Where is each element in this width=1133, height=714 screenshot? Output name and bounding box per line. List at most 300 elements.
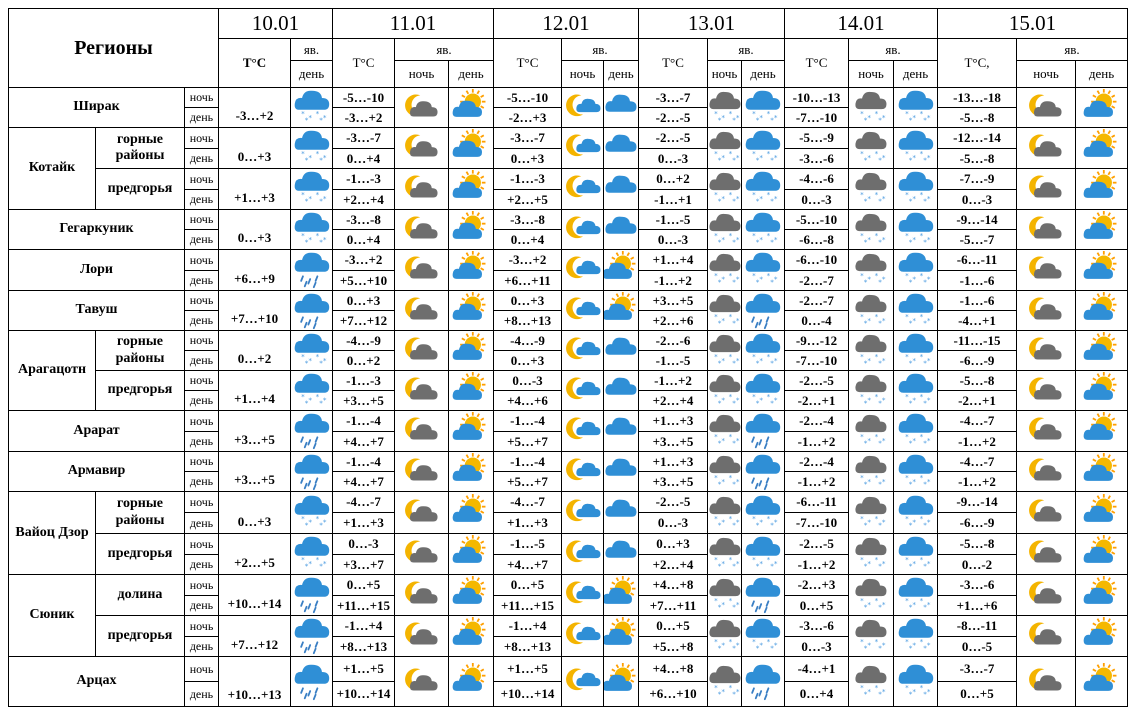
- day-temp-text: 0…-3: [657, 515, 689, 530]
- day-temp: [638, 107, 708, 128]
- snow-cloud-icon: [292, 494, 332, 532]
- weather-icon-cell: [741, 451, 785, 492]
- svg-text:*: *: [720, 355, 725, 365]
- night-temp: [493, 330, 562, 351]
- day-temp: [493, 148, 562, 169]
- moon-cloud-icon: [1026, 292, 1066, 330]
- svg-text:*: *: [728, 351, 732, 361]
- day-temp-text: +5…+7: [507, 433, 548, 449]
- svg-text:*: *: [863, 561, 868, 571]
- weather-icon-cell: [561, 533, 604, 575]
- weather-icon-cell: [1075, 87, 1128, 128]
- svg-text:*: *: [318, 236, 323, 246]
- snow-cloud-icon: [896, 576, 936, 614]
- night-label: ночь: [189, 494, 214, 509]
- svg-text:*: *: [322, 355, 326, 365]
- svg-text:*: *: [904, 190, 909, 200]
- svg-text:*: *: [911, 517, 916, 527]
- temp-label: T°C: [242, 55, 267, 70]
- svg-text:*: *: [735, 599, 739, 609]
- day-temp-text: +6…+11: [504, 272, 551, 288]
- weather-icon-cell: [1075, 615, 1128, 657]
- day-temp-text: -1…+2: [958, 433, 996, 449]
- region-name: [8, 249, 185, 291]
- weather-icon-cell: [561, 370, 604, 411]
- weather-icon-cell: [741, 574, 785, 616]
- moon-cloud-icon: [1026, 576, 1066, 614]
- day-temp: [937, 554, 1017, 575]
- rain-cloud-icon: [292, 663, 332, 701]
- subregion-name: [95, 491, 185, 534]
- svg-text:*: *: [908, 602, 912, 612]
- svg-text:*: *: [717, 357, 721, 367]
- day-temp: [784, 270, 849, 291]
- temp-header: [937, 38, 1017, 88]
- weather-icon-cell: [394, 249, 449, 291]
- region-name: [8, 330, 96, 411]
- weather-icon-cell: [1016, 127, 1076, 169]
- svg-text:*: *: [304, 155, 308, 165]
- svg-text:*: *: [759, 640, 763, 650]
- night-temp-text: -7…-9: [959, 171, 995, 186]
- day-temp-text: 0…+2: [346, 352, 381, 368]
- night-temp: [784, 574, 849, 596]
- snow-cloud-icon: [292, 170, 332, 208]
- snow-cloud-icon: [743, 332, 783, 370]
- weather-icon-cell: [707, 656, 742, 707]
- region-label: Сюник: [29, 607, 75, 623]
- weather-icon-cell: [707, 491, 742, 534]
- day-temp: [937, 229, 1017, 250]
- moon-cloud-icon: [1026, 535, 1066, 573]
- day-temp-text: -1…+1: [654, 191, 692, 207]
- temp-value-text: +10…+14: [227, 596, 282, 611]
- subregion-label: предгорья: [107, 180, 173, 196]
- svg-text:*: *: [881, 558, 886, 568]
- date-label: 11.01: [389, 11, 437, 35]
- weather-icon-cell: [848, 615, 894, 657]
- night-row-label: [184, 87, 219, 108]
- svg-text:*: *: [922, 602, 927, 612]
- svg-text:*: *: [867, 274, 871, 284]
- svg-text:*: *: [728, 682, 732, 692]
- svg-text:*: *: [926, 193, 930, 203]
- sun-cloud-icon: [1082, 170, 1122, 208]
- weather-icon-cell: [707, 209, 742, 250]
- weather-icon-cell: [290, 87, 333, 128]
- svg-text:*: *: [755, 643, 760, 653]
- svg-text:*: *: [926, 686, 930, 696]
- night-temp: [784, 168, 849, 190]
- sun-cloud-icon: [603, 292, 639, 330]
- day-temp: [638, 512, 708, 534]
- grey-snow-icon: [851, 292, 891, 330]
- day-temp: [493, 681, 562, 707]
- sun-cloud-icon: [1082, 372, 1122, 410]
- weather-icon-cell: [741, 209, 785, 250]
- day-temp: [332, 350, 395, 371]
- temp-value-text: +7…+12: [230, 637, 279, 652]
- moon-blue-cloud-icon: [563, 251, 603, 289]
- svg-text:*: *: [919, 311, 923, 321]
- night-temp: [784, 491, 849, 513]
- svg-text:*: *: [860, 149, 864, 159]
- day-temp-text: 0…+5: [799, 597, 834, 613]
- subregion-label: горные районы: [115, 131, 165, 163]
- phenomena-header: [707, 38, 785, 61]
- night-temp-text: -1…-3: [346, 171, 381, 186]
- night-temp-text: -1…-3: [346, 372, 381, 388]
- weather-icon-cell: [561, 451, 604, 492]
- night-row-label: [184, 491, 219, 513]
- day-temp-text: -1…-5: [655, 352, 691, 368]
- day-temp: [332, 107, 395, 128]
- night-temp-text: +1…+5: [507, 661, 548, 676]
- night-temp: [937, 168, 1017, 190]
- day-temp-text: -4…+1: [958, 312, 996, 328]
- snow-cloud-icon: [896, 453, 936, 491]
- day-label: день: [750, 66, 776, 81]
- svg-text:*: *: [307, 355, 312, 365]
- svg-text:*: *: [867, 640, 871, 650]
- day-temp: [784, 595, 849, 616]
- day-temp-text: -2…-5: [655, 109, 691, 125]
- night-temp: [784, 87, 849, 108]
- weather-icon-cell: [448, 410, 494, 452]
- moon-cloud-icon: [1026, 494, 1066, 532]
- blue-cloud-icon: [603, 89, 639, 127]
- svg-text:*: *: [867, 193, 871, 203]
- svg-text:*: *: [318, 561, 323, 571]
- svg-text:*: *: [318, 155, 323, 165]
- weather-icon-cell: [1016, 370, 1076, 411]
- night-temp: [332, 574, 395, 596]
- svg-text:*: *: [728, 271, 732, 281]
- svg-text:*: *: [717, 688, 721, 698]
- weather-icon-cell: [394, 209, 449, 250]
- snow-cloud-icon: [896, 412, 936, 450]
- weather-icon-cell: [741, 168, 785, 210]
- svg-text:*: *: [720, 517, 725, 527]
- svg-text:*: *: [908, 438, 912, 448]
- svg-text:*: *: [717, 561, 721, 571]
- svg-text:*: *: [735, 112, 739, 122]
- day-temp-text: 0…+3: [510, 150, 545, 166]
- weather-icon-cell: [741, 249, 785, 291]
- weather-icon-cell: [448, 127, 494, 169]
- weather-icon-cell: [1075, 330, 1128, 371]
- svg-text:*: *: [304, 561, 308, 571]
- svg-text:*: *: [881, 355, 886, 365]
- svg-text:*: *: [752, 513, 756, 523]
- svg-text:*: *: [720, 315, 725, 325]
- night-temp: [332, 330, 395, 351]
- night-temp-text: -4…-7: [510, 494, 545, 509]
- day-label: день: [189, 273, 214, 287]
- day-temp: [784, 148, 849, 169]
- svg-text:*: *: [755, 114, 760, 124]
- night-temp: [332, 249, 395, 271]
- svg-text:*: *: [860, 108, 864, 118]
- weather-icon-cell: [848, 87, 894, 128]
- temp-value: [218, 87, 291, 128]
- svg-text:*: *: [922, 357, 927, 367]
- night-temp: [332, 127, 395, 149]
- night-temp-text: -8…-11: [956, 618, 998, 633]
- day-temp-text: -3…+2: [344, 109, 383, 125]
- phenomena-header: [394, 38, 494, 61]
- svg-text:*: *: [770, 357, 774, 367]
- weather-icon-cell: [1075, 249, 1128, 291]
- phenomena-label: яв.: [738, 41, 754, 57]
- svg-text:*: *: [904, 271, 909, 281]
- moon-cloud-icon: [402, 211, 442, 249]
- weather-icon-cell: [848, 249, 894, 291]
- svg-text:*: *: [919, 351, 923, 361]
- day-temp: [937, 595, 1017, 616]
- moon-cloud-icon: [402, 251, 442, 289]
- rain-cloud-icon: [292, 412, 332, 450]
- svg-text:*: *: [881, 476, 886, 486]
- svg-text:*: *: [878, 155, 882, 165]
- svg-text:*: *: [717, 317, 721, 327]
- day-row-label: [184, 431, 219, 452]
- snow-cloud-icon: [896, 251, 936, 289]
- day-temp-text: -1…+2: [797, 433, 836, 449]
- sun-cloud-icon: [1082, 663, 1122, 701]
- svg-text:*: *: [773, 274, 778, 284]
- day-temp-text: 0…+4: [510, 231, 545, 247]
- day-temp: [493, 270, 562, 291]
- weather-icon-cell: [741, 87, 785, 128]
- night-temp-text: -2…-5: [799, 536, 834, 551]
- day-row-label: [184, 636, 219, 657]
- svg-text:*: *: [315, 351, 319, 361]
- moon-cloud-icon: [1026, 332, 1066, 370]
- weather-icon-cell: [394, 410, 449, 452]
- svg-text:*: *: [860, 190, 864, 200]
- svg-text:*: *: [717, 277, 721, 287]
- svg-text:*: *: [867, 558, 871, 568]
- svg-text:*: *: [874, 596, 879, 606]
- svg-text:*: *: [904, 472, 909, 482]
- night-temp-text: -1…-4: [510, 413, 545, 428]
- svg-text:*: *: [863, 397, 868, 407]
- day-temp: [784, 350, 849, 371]
- svg-text:*: *: [874, 230, 879, 240]
- weather-icon-cell: [848, 533, 894, 575]
- sun-cloud-icon: [1082, 453, 1122, 491]
- svg-text:*: *: [770, 196, 774, 206]
- moon-cloud-icon: [402, 292, 442, 330]
- night-label: ночь: [189, 293, 214, 307]
- svg-text:*: *: [300, 555, 305, 565]
- weather-icon-cell: [707, 127, 742, 169]
- sun-cloud-icon: [451, 576, 491, 614]
- weather-icon-cell: [848, 656, 894, 707]
- svg-text:*: *: [759, 234, 763, 244]
- day-temp: [784, 229, 849, 250]
- svg-text:*: *: [717, 196, 721, 206]
- weather-icon-cell: [603, 615, 639, 657]
- date-label: 14.01: [837, 11, 885, 35]
- day-label: день: [189, 192, 214, 206]
- subregion-name: [95, 615, 185, 657]
- svg-text:*: *: [911, 112, 916, 122]
- weather-icon-cell: [1075, 491, 1128, 534]
- svg-text:*: *: [304, 196, 308, 206]
- svg-text:*: *: [860, 271, 864, 281]
- svg-text:*: *: [755, 357, 760, 367]
- weather-icon-cell: [290, 127, 333, 169]
- day-temp-text: +11…+15: [500, 597, 555, 613]
- svg-text:*: *: [720, 234, 725, 244]
- weather-icon-cell: [448, 249, 494, 291]
- svg-text:*: *: [926, 640, 930, 650]
- night-temp-text: -3…-7: [655, 89, 691, 105]
- day-temp-text: 0…-3: [801, 638, 832, 654]
- snow-cloud-icon: [896, 617, 936, 655]
- svg-text:*: *: [874, 682, 879, 692]
- region-name: [8, 290, 185, 331]
- night-row-label: [184, 330, 219, 351]
- svg-text:*: *: [770, 519, 774, 529]
- weather-icon-cell: [1016, 249, 1076, 291]
- svg-text:*: *: [919, 513, 923, 523]
- day-temp: [332, 310, 395, 331]
- day-temp: [784, 554, 849, 575]
- svg-text:*: *: [755, 561, 760, 571]
- svg-text:*: *: [904, 351, 909, 361]
- svg-text:*: *: [860, 472, 864, 482]
- day-temp: [332, 636, 395, 657]
- night-header: [707, 60, 742, 88]
- svg-text:*: *: [863, 196, 868, 206]
- svg-text:*: *: [860, 311, 864, 321]
- day-temp-text: +2…+6: [652, 312, 694, 328]
- night-temp: [784, 290, 849, 311]
- svg-text:*: *: [315, 555, 319, 565]
- day-temp: [493, 229, 562, 250]
- svg-text:*: *: [863, 317, 868, 327]
- moon-cloud-icon: [1026, 412, 1066, 450]
- svg-text:*: *: [731, 643, 736, 653]
- region-label: Ширак: [73, 99, 120, 115]
- svg-text:*: *: [304, 114, 308, 124]
- weather-icon-cell: [448, 370, 494, 411]
- weather-icon-cell: [1016, 656, 1076, 707]
- svg-text:*: *: [919, 190, 923, 200]
- svg-text:*: *: [735, 274, 739, 284]
- svg-text:*: *: [322, 395, 326, 405]
- night-temp: [937, 330, 1017, 351]
- moon-cloud-icon: [1026, 663, 1066, 701]
- day-temp: [638, 471, 708, 492]
- night-temp-text: -2…-5: [655, 130, 691, 145]
- subregion-name: [95, 127, 185, 169]
- weather-icon-cell: [741, 491, 785, 534]
- night-temp-text: -3…-8: [510, 211, 545, 227]
- svg-text:*: *: [728, 108, 732, 118]
- day-row-label: [184, 554, 219, 575]
- weather-icon-cell: [394, 533, 449, 575]
- night-row-label: [184, 451, 219, 472]
- day-header: [1075, 60, 1128, 88]
- day-temp: [937, 431, 1017, 452]
- svg-text:*: *: [713, 432, 718, 442]
- night-temp: [937, 127, 1017, 149]
- svg-text:*: *: [717, 236, 721, 246]
- day-temp-text: +4…+7: [343, 473, 384, 489]
- night-temp-text: -3…-7: [510, 130, 545, 145]
- weather-icon-cell: [448, 574, 494, 616]
- grey-snow-icon: [707, 372, 742, 410]
- day-temp-text: +3…+5: [652, 473, 694, 489]
- svg-text:*: *: [881, 517, 886, 527]
- svg-text:*: *: [713, 682, 718, 692]
- day-temp-text: -2…+1: [797, 392, 836, 408]
- rain-cloud-icon: [292, 453, 332, 491]
- svg-text:*: *: [878, 317, 882, 327]
- subregion-label: предгорья: [107, 545, 173, 561]
- svg-text:*: *: [881, 193, 886, 203]
- date-label: 12.01: [542, 11, 590, 35]
- temp-value: [218, 491, 291, 534]
- moon-blue-cloud-icon: [563, 332, 603, 370]
- svg-text:*: *: [911, 599, 916, 609]
- snow-cloud-icon: [743, 494, 783, 532]
- moon-cloud-icon: [402, 89, 442, 127]
- weather-icon-cell: [290, 615, 333, 657]
- sun-cloud-icon: [451, 251, 491, 289]
- night-temp-text: -3…-7: [346, 130, 381, 145]
- snow-cloud-icon: [743, 251, 783, 289]
- temp-value-text: +3…+5: [234, 432, 275, 447]
- night-temp: [638, 209, 708, 230]
- weather-icon-cell: [448, 330, 494, 371]
- weather-icon-cell: [893, 656, 938, 707]
- night-row-label: [184, 209, 219, 230]
- night-temp: [638, 410, 708, 432]
- night-temp: [332, 209, 395, 230]
- day-temp: [493, 107, 562, 128]
- svg-text:*: *: [926, 517, 930, 527]
- weather-icon-cell: [394, 127, 449, 169]
- night-temp-text: -2…-4: [799, 413, 834, 428]
- region-label: Арцах: [76, 673, 117, 689]
- night-temp: [784, 209, 849, 230]
- svg-text:*: *: [307, 234, 312, 244]
- night-row-label: [184, 574, 219, 596]
- night-temp-text: -4…-7: [959, 453, 995, 469]
- weather-icon-cell: [448, 87, 494, 128]
- svg-text:*: *: [926, 395, 930, 405]
- grey-snow-icon: [851, 412, 891, 450]
- sun-cloud-icon: [603, 663, 639, 701]
- svg-text:*: *: [874, 311, 879, 321]
- night-temp-text: -5…-10: [342, 89, 385, 105]
- svg-text:*: *: [713, 190, 718, 200]
- night-temp-text: -1…-5: [655, 211, 691, 227]
- svg-text:*: *: [860, 513, 864, 523]
- day-temp: [332, 229, 395, 250]
- svg-text:*: *: [860, 432, 864, 442]
- svg-text:*: *: [755, 196, 760, 206]
- svg-text:*: *: [878, 397, 882, 407]
- svg-text:*: *: [773, 395, 778, 405]
- blue-cloud-icon: [603, 170, 639, 208]
- day-label: день: [1088, 66, 1115, 81]
